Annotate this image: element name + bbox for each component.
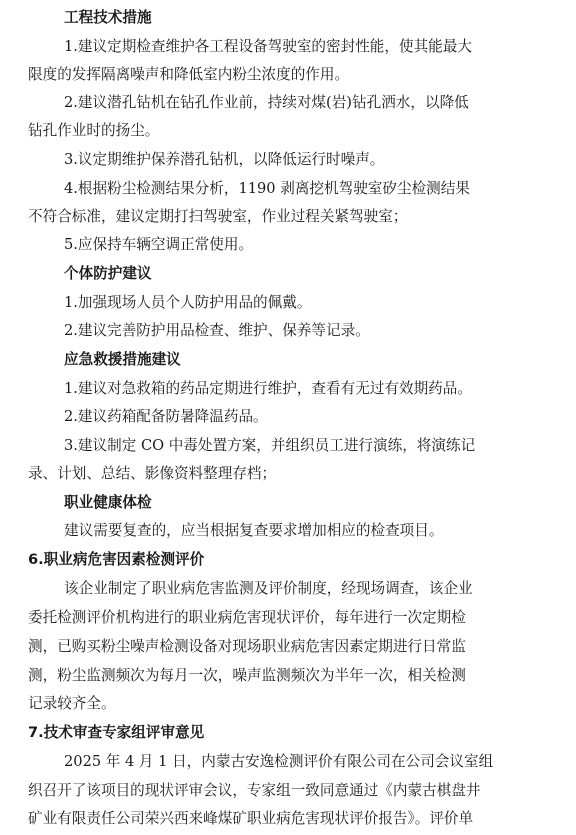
paragraph-line: 3.议定期维护保养潜孔钻机，以降低运行时噪声。 <box>64 151 385 168</box>
section-heading-7: 7.技术审查专家组评审意见 <box>28 724 205 741</box>
paragraph-line: 织召开了该项目的现状评审会议，专家组一致同意通过《内蒙古棋盘井 <box>28 782 481 799</box>
paragraph-line: 1.加强现场人员个人防护用品的佩戴。 <box>64 294 312 311</box>
heading-personal-protection: 个体防护建议 <box>64 265 152 282</box>
paragraph-line: 1.建议对急救箱的药品定期进行维护，查看有无过有效期药品。 <box>64 380 472 397</box>
paragraph-line: 限度的发挥隔离噪声和降低室内粉尘浓度的作用。 <box>28 66 350 83</box>
paragraph-line: 3.建议制定 CO 中毒处置方案，并组织员工进行演练，将演练记 <box>64 437 476 454</box>
paragraph-line: 矿业有限责任公司荣兴西来峰煤矿职业病危害现状评价报告》。评价单 <box>28 810 474 827</box>
paragraph-line: 建议需要复查的，应当根据复查要求增加相应的检查项目。 <box>64 522 444 539</box>
paragraph-line: 不符合标准，建议定期打扫驾驶室，作业过程关紧驾驶室； <box>28 208 408 225</box>
paragraph-line: 钻孔作业时的扬尘。 <box>28 122 160 139</box>
heading-emergency-measures: 应急救援措施建议 <box>64 351 181 368</box>
paragraph-line: 2.建议药箱配备防暑降温药品。 <box>64 408 268 425</box>
paragraph-line: 录、计划、总结、影像资料整理存档； <box>28 465 277 482</box>
paragraph-line: 1.建议定期检查维护各工程设备驾驶室的密封性能，使其能最大 <box>64 38 472 55</box>
heading-health-checkup: 职业健康体检 <box>64 494 152 511</box>
paragraph-line: 记录较齐全。 <box>28 695 116 712</box>
paragraph-line: 委托检测评价机构进行的职业病危害现状评价，每年进行一次定期检 <box>28 609 466 626</box>
paragraph-line: 该企业制定了职业病危害监测及评价制度，经现场调查，该企业 <box>64 580 473 597</box>
paragraph-line: 2025 年 4 月 1 日，内蒙古安逸检测评价有限公司在公司会议室组 <box>64 753 494 770</box>
paragraph-line: 测，已购买粉尘噪声检测设备对现场职业病危害因素定期进行日常监 <box>28 638 466 655</box>
paragraph-line: 测，粉尘监测频次为每月一次，噪声监测频次为半年一次，相关检测 <box>28 667 466 684</box>
paragraph-line: 4.根据粉尘检测结果分析，1190 剥离挖机驾驶室矽尘检测结果 <box>64 180 470 197</box>
paragraph-line: 5.应保持车辆空调正常使用。 <box>64 236 254 253</box>
section-heading-6: 6.职业病危害因素检测评价 <box>28 551 205 568</box>
paragraph-line: 2.建议潜孔钻机在钻孔作业前，持续对煤(岩)钻孔洒水，以降低 <box>64 94 469 111</box>
heading-engineering-measures: 工程技术措施 <box>64 9 152 26</box>
paragraph-line: 2.建议完善防护用品检查、维护、保养等记录。 <box>64 322 370 339</box>
